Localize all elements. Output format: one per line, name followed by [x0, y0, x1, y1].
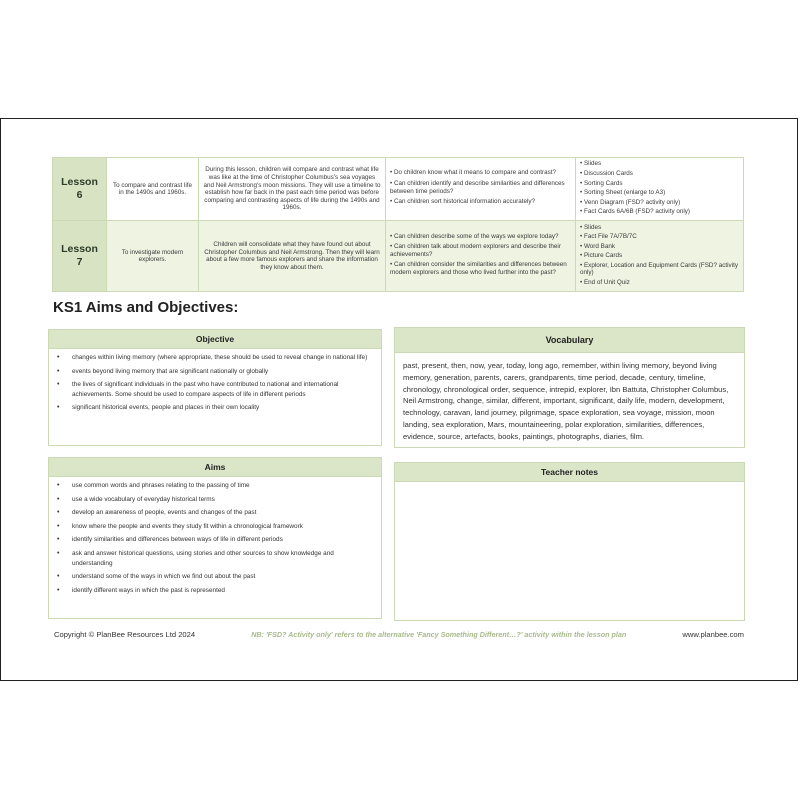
lesson-description: During this lesson, children will compare and contrast what life was like at the time of Christopher Columbus's sea voyages and Neil Armstrong's moon missions. They will use a timeline to establish how far back in the past each time period was before comparing and contrasting aspects of life during the 1490s and 1960s. [199, 158, 386, 221]
question-item: • Do children know what it means to compare and contrast? [390, 169, 571, 177]
objective-item: • the lives of significant individuals in the past who have contributed to national and international achievements. Some should be used to compare aspects of life in different periods [57, 380, 375, 400]
aim-item: • use common words and phrases relating to the passing of time [57, 481, 375, 491]
lesson-questions [386, 221, 576, 292]
resource-item: • Sorting Sheet (enlarge to A3) [580, 189, 739, 197]
resource-item: • Fact Cards 6A/6B (FSD? activity only) [580, 208, 739, 216]
aims-heading: Aims [49, 458, 381, 477]
lesson-objective: To investigate modern explorers. [107, 221, 199, 292]
vocabulary-box [394, 327, 745, 448]
teacher-notes-heading: Teacher notes [395, 463, 744, 482]
aims-box [48, 457, 382, 619]
objective-heading: Objective [49, 330, 381, 349]
resource-item: • Sorting Cards [580, 180, 739, 188]
objective-item: • significant historical events, people and places in their own locality [57, 403, 375, 413]
aim-item: • identify similarities and differences between ways of life in different periods [57, 535, 375, 545]
lesson-objective: To compare and contrast life in the 1490s and 1960s. [107, 158, 199, 221]
objective-item: • changes within living memory (where appropriate, these should be used to reveal change in national life) [57, 353, 375, 363]
resource-item: • Word Bank [580, 243, 739, 251]
website-link[interactable]: www.planbee.com [682, 630, 744, 639]
aim-item: • understand some of the ways in which we find out about the past [57, 572, 375, 582]
resource-item: • Discussion Cards [580, 170, 739, 178]
question-item: • Can children talk about modern explorers and describe their achievements? [390, 243, 571, 258]
question-item: • Can children consider the similarities and differences between modern explorers and those who lived further into the past? [390, 261, 571, 276]
vocabulary-text: past, present, then, now, year, today, long ago, remember, within living memory, beyond living memory, generation, parents, carers, grandparents, time period, decade, century, timeline, chronology, chronological order, sequence, intrepid, explorer, Ibn Battuta, Christopher Columbus, Neil Armstrong, change, similar, different, important, significant, daily life, modern, development, technology, caravan, land journey, pilgrimage, space exploration, sea voyage, mission, moon landing, sea exploration, Mars, mountaineering, polar exploration, similarities, differences, evidence, source, artefacts, books, paintings, photographs, diaries, film. [403, 361, 729, 441]
aim-item: • use a wide vocabulary of everyday historical terms [57, 495, 375, 505]
resource-item: • Venn Diagram (FSD? activity only) [580, 199, 739, 207]
lesson-resources [576, 158, 744, 221]
aim-item: • ask and answer historical questions, using stories and other sources to show knowledge and understanding [57, 549, 375, 569]
question-item: • Can children sort historical information accurately? [390, 198, 571, 206]
lesson-name: Lesson 6 [53, 158, 107, 221]
lesson-table [52, 157, 744, 292]
objective-box [48, 329, 382, 446]
aims-list [49, 477, 381, 595]
question-item: • Can children identify and describe similarities and differences between time periods? [390, 180, 571, 195]
question-item: • Can children describe some of the ways we explore today? [390, 233, 571, 241]
resource-item: • Explorer, Location and Equipment Cards (FSD? activity only) [580, 262, 739, 277]
lesson-questions [386, 158, 576, 221]
lesson-description: Children will consolidate what they have found out about Christopher Columbus and Neil Armstrong. Then they will learn about a few more famous explorers and share the information they know about them. [199, 221, 386, 292]
aim-item: • know where the people and events they study fit within a chronological framework [57, 522, 375, 532]
vocabulary-heading: Vocabulary [395, 328, 744, 353]
copyright-text: Copyright © PlanBee Resources Ltd 2024 [54, 630, 196, 639]
lesson-row-7 [53, 221, 744, 292]
lesson-row-6 [53, 158, 744, 221]
resource-item: • Slides [580, 224, 739, 232]
section-title: KS1 Aims and Objectives: [53, 299, 239, 316]
teacher-notes-box [394, 462, 745, 621]
resource-item: • Slides [580, 160, 739, 168]
resource-item: • Fact File 7A/7B/7C [580, 233, 739, 241]
aim-item: • identify different ways in which the past is represented [57, 586, 375, 596]
lesson-resources [576, 221, 744, 292]
lesson-plan-page [0, 118, 798, 681]
aim-item: • develop an awareness of people, events and changes of the past [57, 508, 375, 518]
lesson-name: Lesson 7 [53, 221, 107, 292]
resource-item: • Picture Cards [580, 252, 739, 260]
resource-item: • End of Unit Quiz [580, 279, 739, 287]
footer [54, 630, 744, 639]
objective-item: • events beyond living memory that are significant nationally or globally [57, 367, 375, 377]
footer-note: NB: 'FSD? Activity only' refers to the alternative 'Fancy Something Different…?' activity within the lesson plan [251, 630, 627, 639]
objective-list [49, 349, 381, 413]
